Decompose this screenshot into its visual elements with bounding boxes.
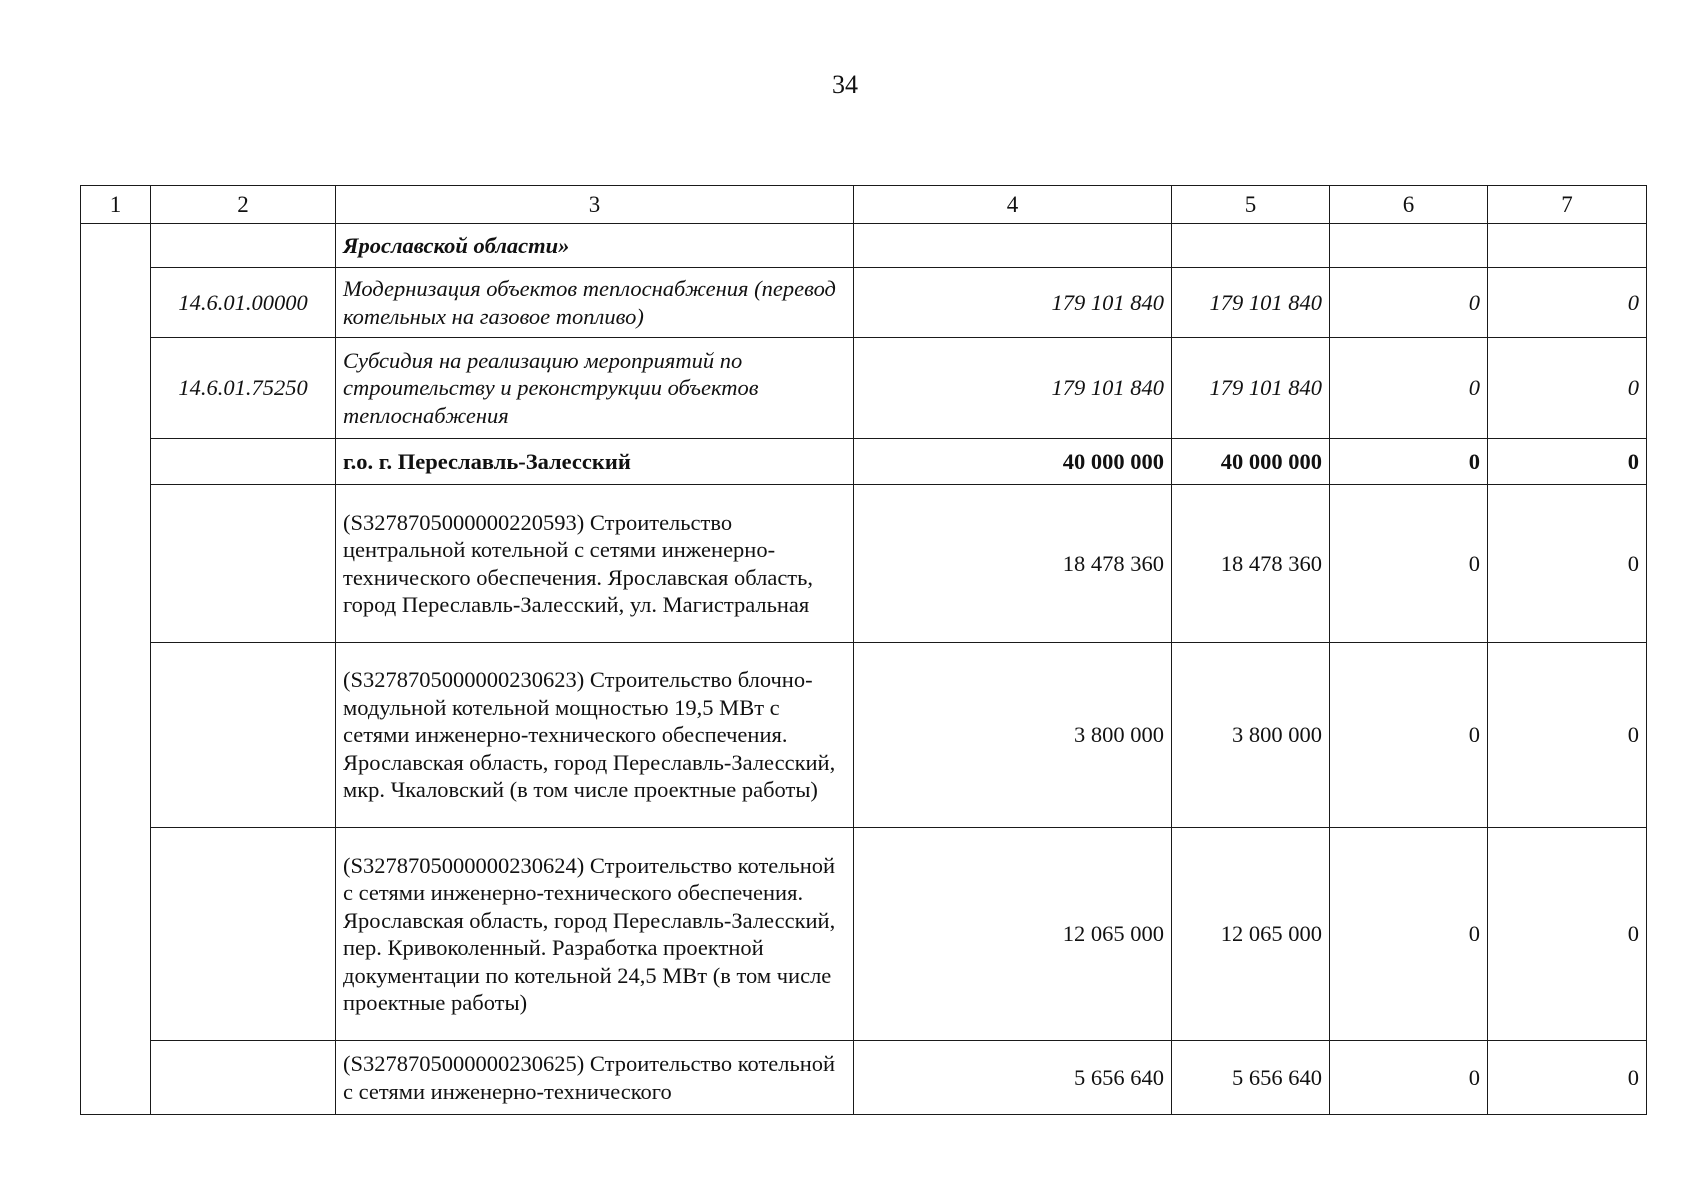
value-col7-cell: 0 <box>1488 338 1647 439</box>
value-col7-cell: 0 <box>1488 1041 1647 1115</box>
code-cell: 14.6.01.75250 <box>151 338 336 439</box>
table-row <box>81 338 1647 439</box>
value-col5-cell: 179 101 840 <box>1172 268 1330 338</box>
value-col7-cell: 0 <box>1488 268 1647 338</box>
value-col5-cell <box>1172 224 1330 268</box>
value-col6-cell: 0 <box>1330 485 1488 643</box>
value-col4-cell: 5 656 640 <box>854 1041 1172 1115</box>
code-cell <box>151 828 336 1041</box>
name-cell: (S3278705000000230624) Строительство котельной с сетями инженерно-технического обеспечения. Ярославская область, город Переславль-Залесский, пер. Кривоколенный. Разработка проектной документации по котельной 24,5 МВт (в том числе проектные работы) <box>336 828 854 1041</box>
column-header-1: 1 <box>81 186 151 224</box>
name-cell: (S3278705000000230625) Строительство котельной с сетями инженерно-технического <box>336 1041 854 1115</box>
name-cell: г.о. г. Переславль-Залесский <box>336 439 854 485</box>
table-body <box>81 224 1647 1115</box>
code-cell <box>151 1041 336 1115</box>
value-col6-cell <box>1330 224 1488 268</box>
table-row <box>81 485 1647 643</box>
name-cell: (S3278705000000220593) Строительство центральной котельной с сетями инженерно-технического обеспечения. Ярославская область, город Переславль-Залесский, ул. Магистральная <box>336 485 854 643</box>
code-cell <box>151 439 336 485</box>
code-cell: 14.6.01.00000 <box>151 268 336 338</box>
value-col4-cell: 179 101 840 <box>854 338 1172 439</box>
value-col6-cell: 0 <box>1330 439 1488 485</box>
table-row <box>81 224 1647 268</box>
value-col5-cell: 179 101 840 <box>1172 338 1330 439</box>
name-cell: Ярославской области» <box>336 224 854 268</box>
value-col7-cell: 0 <box>1488 439 1647 485</box>
budget-table <box>80 185 1647 1115</box>
value-col7-cell <box>1488 224 1647 268</box>
table-row <box>81 643 1647 828</box>
value-col5-cell: 40 000 000 <box>1172 439 1330 485</box>
value-col6-cell: 0 <box>1330 268 1488 338</box>
value-col4-cell: 179 101 840 <box>854 268 1172 338</box>
value-col5-cell: 5 656 640 <box>1172 1041 1330 1115</box>
value-col5-cell: 3 800 000 <box>1172 643 1330 828</box>
column-header-5: 5 <box>1172 186 1330 224</box>
page-number: 34 <box>832 70 858 99</box>
column-header-6: 6 <box>1330 186 1488 224</box>
column-header-2: 2 <box>151 186 336 224</box>
value-col7-cell: 0 <box>1488 828 1647 1041</box>
name-cell: Субсидия на реализацию мероприятий по строительству и реконструкции объектов теплоснабжения <box>336 338 854 439</box>
value-col6-cell: 0 <box>1330 338 1488 439</box>
merged-column-1-cell <box>81 224 151 1115</box>
code-cell <box>151 643 336 828</box>
table-row <box>81 1041 1647 1115</box>
column-header-4: 4 <box>854 186 1172 224</box>
table-header-row <box>81 186 1647 224</box>
name-cell: (S3278705000000230623) Строительство блочно-модульной котельной мощностью 19,5 МВт с сетями инженерно-технического обеспечения. Ярославская область, город Переславль-Залесский, мкр. Чкаловский (в том числе проектные работы) <box>336 643 854 828</box>
table-row <box>81 828 1647 1041</box>
value-col6-cell: 0 <box>1330 828 1488 1041</box>
code-cell <box>151 224 336 268</box>
value-col4-cell: 12 065 000 <box>854 828 1172 1041</box>
value-col7-cell: 0 <box>1488 643 1647 828</box>
value-col6-cell: 0 <box>1330 643 1488 828</box>
value-col4-cell <box>854 224 1172 268</box>
value-col5-cell: 18 478 360 <box>1172 485 1330 643</box>
value-col5-cell: 12 065 000 <box>1172 828 1330 1041</box>
value-col4-cell: 40 000 000 <box>854 439 1172 485</box>
value-col7-cell: 0 <box>1488 485 1647 643</box>
column-header-7: 7 <box>1488 186 1647 224</box>
table-row <box>81 439 1647 485</box>
value-col4-cell: 3 800 000 <box>854 643 1172 828</box>
column-header-3: 3 <box>336 186 854 224</box>
code-cell <box>151 485 336 643</box>
table-row <box>81 268 1647 338</box>
value-col4-cell: 18 478 360 <box>854 485 1172 643</box>
name-cell: Модернизация объектов теплоснабжения (перевод котельных на газовое топливо) <box>336 268 854 338</box>
value-col6-cell: 0 <box>1330 1041 1488 1115</box>
